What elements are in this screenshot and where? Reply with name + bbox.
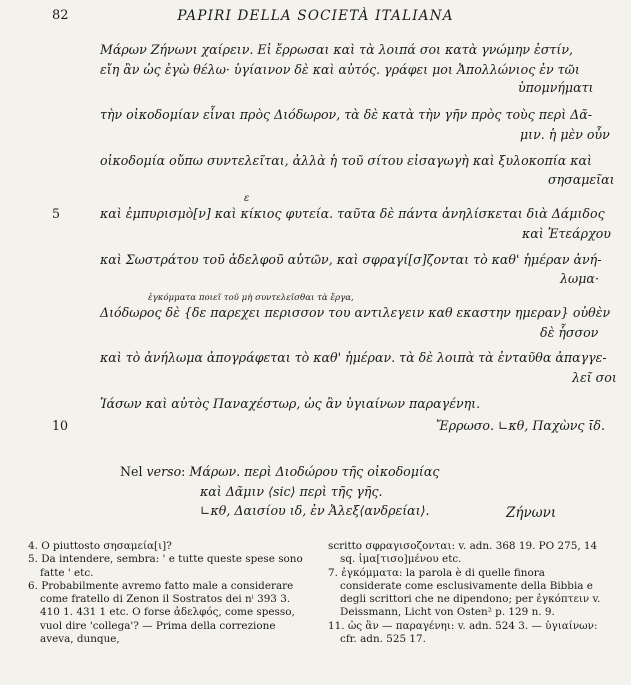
note-line-11: 11. ὡς ἂν — παραγένηι: v. adn. 524 3. — ὑγιαίνων: cfr. adn. 525 17. (328, 619, 598, 646)
text-line-2-cont: ὑπομνήματι (518, 80, 594, 95)
verso-signature: Ζήνωνι (506, 505, 557, 521)
running-title: PAPIRI DELLA SOCIETÀ ITALIANA (177, 8, 454, 24)
verso-label-italic: verso (146, 464, 182, 479)
text-line-3-cont: μιν. ἡ μὲν οὖν (520, 127, 610, 142)
text-line-5-cont: καὶ Ἐτεάρχου (522, 226, 611, 241)
text-line-10: Ἔρρωσο. ∟κθ, Παχὼνς ῑδ. (436, 418, 605, 433)
note-line-5: 5. Da intendere, sembra: ' e tutte queste spese sono fatte ' etc. (28, 553, 303, 579)
verso-line-2: καὶ Δᾶμιν ⟨sic⟩ περὶ τῆς γῆς. (200, 484, 383, 499)
superscript-correction: ε (244, 193, 250, 204)
text-line-7: Διόδωρος δὲ {δε παρεχει περισσον του αντιλεγειν καθ εκαστην ημεραν} οὐθὲν (100, 305, 611, 320)
text-line-8: καὶ τὸ ἀνήλωμα ἀπογράφεται τὸ καθ' ἡμέραν. τὰ δὲ λοιπὰ τὰ ἐνταῦθα ἀπαγγε- (100, 350, 607, 365)
text-line-9: Ἰάσων καὶ αὐτὸς Παναχέστωρ, ὡς ἂν ὑγιαίνων παραγένηι. (100, 396, 481, 411)
notes-right-column (328, 540, 608, 646)
text-line-7-cont: δὲ ἧσσον (540, 325, 599, 340)
note-line-6: 6. Probabilmente avremo fatto male a considerare come fratello di Zenon il Sostratos dei nⁱ 393 3. 410 1. 431 1 etc. O forse ἀδελφός, come spesso, vuol dire 'collega'? — Prima della correzione aveva, dunque, (28, 579, 295, 646)
page-header (0, 6, 631, 28)
notes-left-column (28, 540, 308, 646)
page-number: 82 (52, 8, 69, 23)
text-line-4: οἰκοδομία οὔπω συντελεῖται, ἀλλὰ ἡ τοῦ σίτου εἰσαγωγὴ καὶ ξυλοκοπία καὶ (100, 153, 592, 168)
verso-text-1: Μάρων. περὶ Διοδώρου τῆς οἰκοδομίας (189, 464, 440, 479)
text-line-6: καὶ Σωστράτου τοῦ ἀδελφοῦ αὐτῶν, καὶ σφραγί[σ]ζονται τὸ καθ' ἡμέραν ἀνή- (100, 252, 602, 267)
verso-line-3: ∟κθ, Δαισίου ιδ, ἐν Ἀλεξ⟨ανδρείαι⟩. (200, 503, 430, 518)
note-line-4: 4. O piuttosto σησαμεία[ι]? (28, 540, 172, 552)
text-line-6-cont: λωμα· (560, 271, 599, 286)
text-line-1: Μάρων Ζήνωνι χαίρειν. Εἰ ἔρρωσαι καὶ τὰ λοιπά σοι κατὰ γνώμην ἐστίν, (100, 42, 573, 57)
text-line-5: καὶ ἐμπυρισμὸ[ν] καὶ κίκιος φυτεία. ταῦτα δὲ πάντα ἀνηλίσκεται διὰ Δάμιδος (100, 206, 605, 221)
line-number-10: 10 (52, 418, 69, 433)
text-line-2: εἴη ἂν ὡς ἐγὼ θέλω· ὑγίαινον δὲ καὶ αὐτός. γράφει μοι Ἀπολλώνιος ἐν τῶι (100, 62, 580, 77)
note-continuation: scritto σφραγισοζονται: v. adn. 368 19. PO 275, 14 sq. ἱμα[τισο]μένου etc. (328, 540, 598, 566)
text-line-4-cont: σησαμεῖαι (548, 172, 615, 187)
text-line-3: τὴν οἰκοδομίαν εἶναι πρὸς Διόδωρον, τὰ δὲ κατὰ τὴν γῆν πρὸς τοὺς περὶ Δᾶ- (100, 107, 592, 122)
verso-label: Nel (120, 464, 143, 479)
line-number-5: 5 (52, 206, 61, 221)
note-line-7: 7. ἐγκόμματα: la parola è di quelle finora considerate come esclusivamente della Bibbia e degli scrittori che ne dipendono; per ἐγκόπτειν v. Deissmann, Licht von Osten² p. 129 n. 9. (328, 566, 601, 619)
text-line-8-cont: λεῖ σοι (572, 370, 617, 385)
interlinear-note: ἐγκόμματα ποιεῖ τοῦ μὴ συντελεῖσθαι τὰ ἔργα, (148, 293, 354, 303)
verso-line-1: Nel verso: Μάρων. περὶ Διοδώρου τῆς οἰκοδομίας (120, 464, 440, 479)
